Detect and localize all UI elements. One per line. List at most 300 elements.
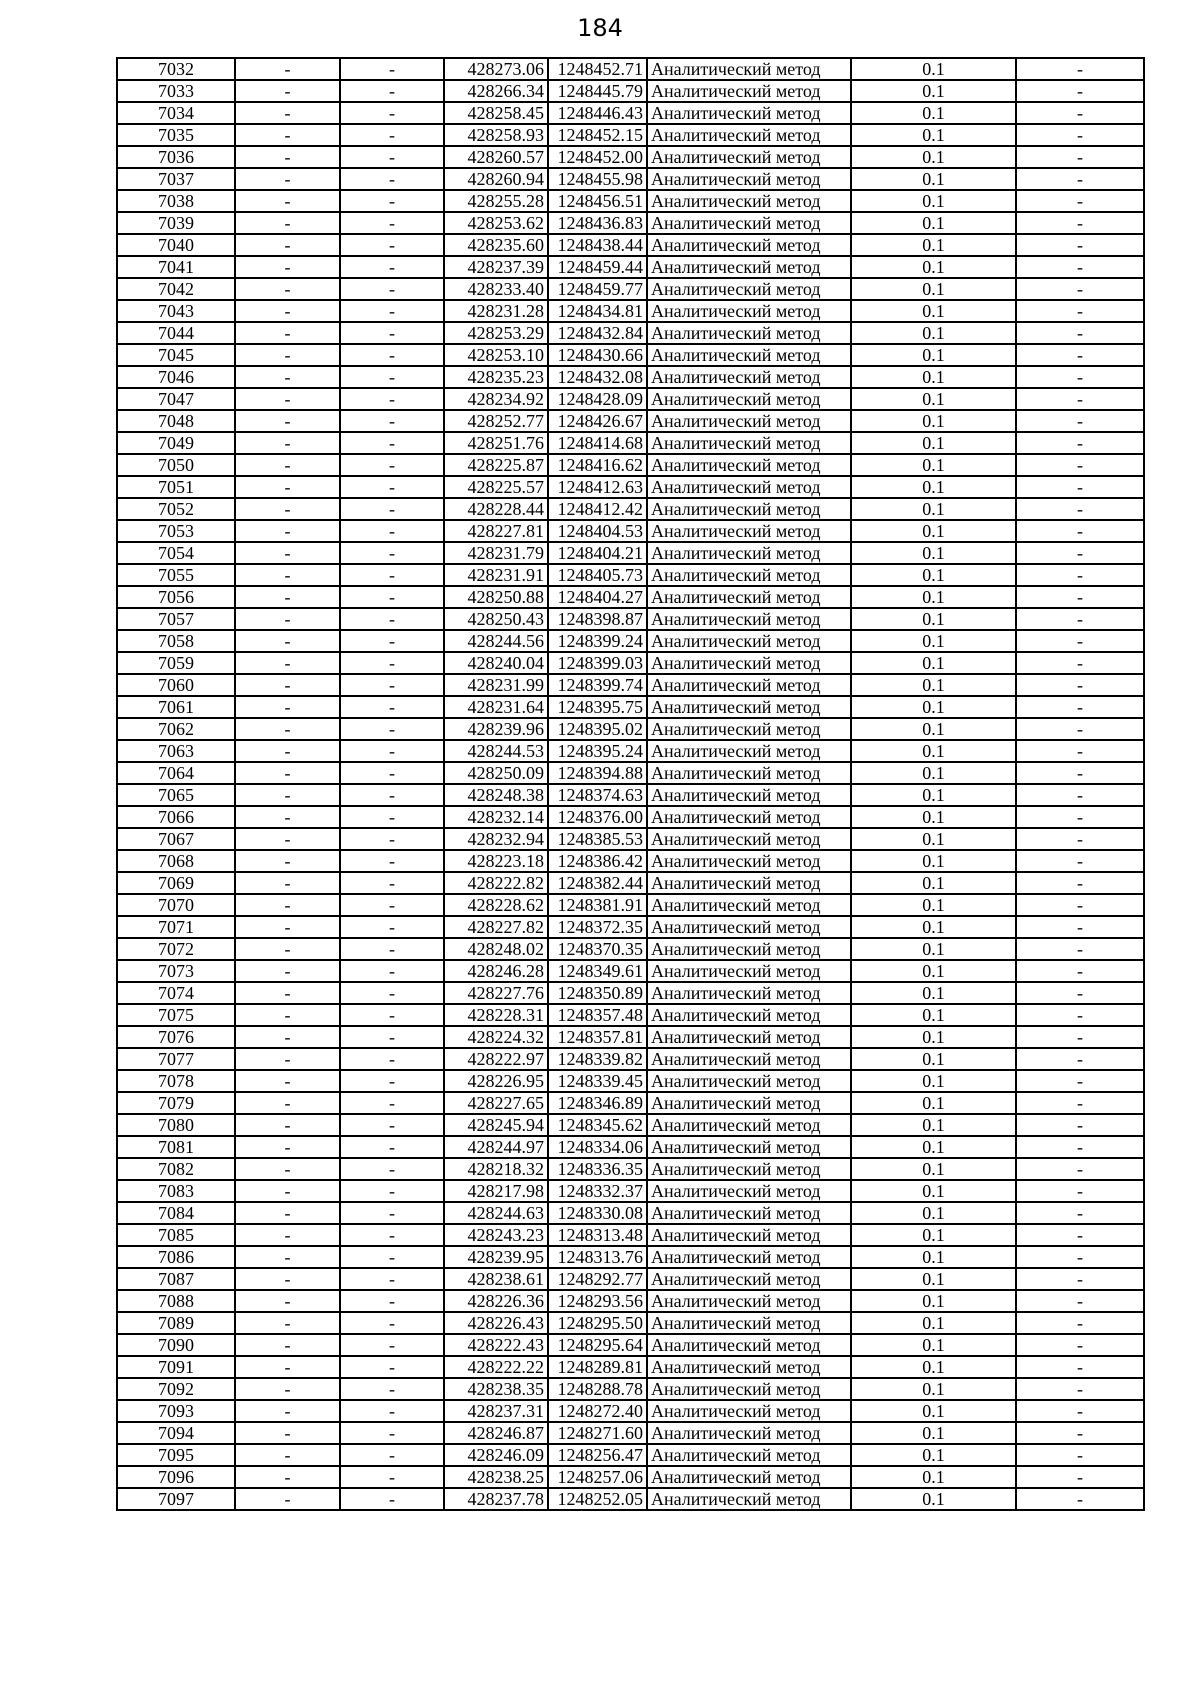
x-coordinate-cell: 428248.38 xyxy=(444,784,548,806)
table-row xyxy=(117,212,1144,234)
dash-cell: - xyxy=(340,674,444,696)
accuracy-cell: 0.1 xyxy=(851,1356,1016,1378)
accuracy-cell: 0.1 xyxy=(851,740,1016,762)
dash-cell: - xyxy=(1016,1246,1144,1268)
y-coordinate-cell: 1248438.44 xyxy=(548,234,647,256)
x-coordinate-cell: 428238.61 xyxy=(444,1268,548,1290)
accuracy-cell: 0.1 xyxy=(851,850,1016,872)
method-cell: Аналитический метод xyxy=(647,344,851,366)
dash-cell: - xyxy=(1016,366,1144,388)
dash-cell: - xyxy=(1016,1136,1144,1158)
accuracy-cell: 0.1 xyxy=(851,410,1016,432)
table-body xyxy=(117,58,1144,1510)
accuracy-cell: 0.1 xyxy=(851,586,1016,608)
dash-cell: - xyxy=(235,608,340,630)
point-number-cell: 7094 xyxy=(117,1422,235,1444)
x-coordinate-cell: 428222.22 xyxy=(444,1356,548,1378)
table-row xyxy=(117,1356,1144,1378)
y-coordinate-cell: 1248459.44 xyxy=(548,256,647,278)
x-coordinate-cell: 428273.06 xyxy=(444,58,548,80)
dash-cell: - xyxy=(235,366,340,388)
accuracy-cell: 0.1 xyxy=(851,256,1016,278)
accuracy-cell: 0.1 xyxy=(851,1444,1016,1466)
accuracy-cell: 0.1 xyxy=(851,1488,1016,1510)
point-number-cell: 7033 xyxy=(117,80,235,102)
table-row xyxy=(117,828,1144,850)
x-coordinate-cell: 428244.53 xyxy=(444,740,548,762)
y-coordinate-cell: 1248412.63 xyxy=(548,476,647,498)
method-cell: Аналитический метод xyxy=(647,652,851,674)
dash-cell: - xyxy=(1016,564,1144,586)
point-number-cell: 7078 xyxy=(117,1070,235,1092)
dash-cell: - xyxy=(235,1422,340,1444)
y-coordinate-cell: 1248399.03 xyxy=(548,652,647,674)
dash-cell: - xyxy=(235,586,340,608)
dash-cell: - xyxy=(235,740,340,762)
y-coordinate-cell: 1248436.83 xyxy=(548,212,647,234)
accuracy-cell: 0.1 xyxy=(851,1180,1016,1202)
method-cell: Аналитический метод xyxy=(647,1004,851,1026)
x-coordinate-cell: 428234.92 xyxy=(444,388,548,410)
method-cell: Аналитический метод xyxy=(647,102,851,124)
dash-cell: - xyxy=(235,1400,340,1422)
dash-cell: - xyxy=(235,718,340,740)
table-row xyxy=(117,498,1144,520)
method-cell: Аналитический метод xyxy=(647,498,851,520)
y-coordinate-cell: 1248386.42 xyxy=(548,850,647,872)
dash-cell: - xyxy=(1016,1312,1144,1334)
point-number-cell: 7063 xyxy=(117,740,235,762)
x-coordinate-cell: 428253.29 xyxy=(444,322,548,344)
dash-cell: - xyxy=(1016,850,1144,872)
point-number-cell: 7041 xyxy=(117,256,235,278)
dash-cell: - xyxy=(235,102,340,124)
point-number-cell: 7053 xyxy=(117,520,235,542)
method-cell: Аналитический метод xyxy=(647,608,851,630)
table-row xyxy=(117,542,1144,564)
point-number-cell: 7079 xyxy=(117,1092,235,1114)
accuracy-cell: 0.1 xyxy=(851,1026,1016,1048)
x-coordinate-cell: 428246.87 xyxy=(444,1422,548,1444)
x-coordinate-cell: 428239.95 xyxy=(444,1246,548,1268)
accuracy-cell: 0.1 xyxy=(851,1400,1016,1422)
x-coordinate-cell: 428227.82 xyxy=(444,916,548,938)
dash-cell: - xyxy=(235,300,340,322)
dash-cell: - xyxy=(235,894,340,916)
point-number-cell: 7048 xyxy=(117,410,235,432)
dash-cell: - xyxy=(1016,542,1144,564)
dash-cell: - xyxy=(235,1004,340,1026)
dash-cell: - xyxy=(1016,916,1144,938)
point-number-cell: 7042 xyxy=(117,278,235,300)
x-coordinate-cell: 428232.94 xyxy=(444,828,548,850)
dash-cell: - xyxy=(235,652,340,674)
dash-cell: - xyxy=(340,938,444,960)
method-cell: Аналитический метод xyxy=(647,1070,851,1092)
y-coordinate-cell: 1248404.27 xyxy=(548,586,647,608)
y-coordinate-cell: 1248346.89 xyxy=(548,1092,647,1114)
method-cell: Аналитический метод xyxy=(647,1488,851,1510)
point-number-cell: 7080 xyxy=(117,1114,235,1136)
accuracy-cell: 0.1 xyxy=(851,1378,1016,1400)
dash-cell: - xyxy=(1016,1004,1144,1026)
dash-cell: - xyxy=(340,1268,444,1290)
point-number-cell: 7035 xyxy=(117,124,235,146)
y-coordinate-cell: 1248446.43 xyxy=(548,102,647,124)
point-number-cell: 7077 xyxy=(117,1048,235,1070)
accuracy-cell: 0.1 xyxy=(851,432,1016,454)
x-coordinate-cell: 428223.18 xyxy=(444,850,548,872)
y-coordinate-cell: 1248452.00 xyxy=(548,146,647,168)
accuracy-cell: 0.1 xyxy=(851,652,1016,674)
x-coordinate-cell: 428246.09 xyxy=(444,1444,548,1466)
dash-cell: - xyxy=(1016,740,1144,762)
table-row xyxy=(117,190,1144,212)
table-row xyxy=(117,652,1144,674)
dash-cell: - xyxy=(1016,938,1144,960)
x-coordinate-cell: 428226.36 xyxy=(444,1290,548,1312)
y-coordinate-cell: 1248295.64 xyxy=(548,1334,647,1356)
method-cell: Аналитический метод xyxy=(647,916,851,938)
accuracy-cell: 0.1 xyxy=(851,1466,1016,1488)
y-coordinate-cell: 1248374.63 xyxy=(548,784,647,806)
x-coordinate-cell: 428258.93 xyxy=(444,124,548,146)
table-row xyxy=(117,454,1144,476)
y-coordinate-cell: 1248399.24 xyxy=(548,630,647,652)
x-coordinate-cell: 428231.99 xyxy=(444,674,548,696)
accuracy-cell: 0.1 xyxy=(851,366,1016,388)
point-number-cell: 7086 xyxy=(117,1246,235,1268)
dash-cell: - xyxy=(235,1202,340,1224)
x-coordinate-cell: 428248.02 xyxy=(444,938,548,960)
point-number-cell: 7083 xyxy=(117,1180,235,1202)
dash-cell: - xyxy=(1016,1290,1144,1312)
y-coordinate-cell: 1248385.53 xyxy=(548,828,647,850)
method-cell: Аналитический метод xyxy=(647,366,851,388)
accuracy-cell: 0.1 xyxy=(851,1070,1016,1092)
dash-cell: - xyxy=(235,806,340,828)
dash-cell: - xyxy=(1016,1070,1144,1092)
page-number: 184 xyxy=(577,14,623,42)
dash-cell: - xyxy=(235,1092,340,1114)
table-row xyxy=(117,1312,1144,1334)
y-coordinate-cell: 1248334.06 xyxy=(548,1136,647,1158)
table-row xyxy=(117,1334,1144,1356)
table-row xyxy=(117,102,1144,124)
dash-cell: - xyxy=(235,1444,340,1466)
dash-cell: - xyxy=(340,982,444,1004)
dash-cell: - xyxy=(340,784,444,806)
method-cell: Аналитический метод xyxy=(647,190,851,212)
x-coordinate-cell: 428225.87 xyxy=(444,454,548,476)
dash-cell: - xyxy=(340,432,444,454)
y-coordinate-cell: 1248271.60 xyxy=(548,1422,647,1444)
table-row xyxy=(117,982,1144,1004)
table-row xyxy=(117,1048,1144,1070)
accuracy-cell: 0.1 xyxy=(851,630,1016,652)
accuracy-cell: 0.1 xyxy=(851,212,1016,234)
method-cell: Аналитический метод xyxy=(647,630,851,652)
method-cell: Аналитический метод xyxy=(647,256,851,278)
x-coordinate-cell: 428255.28 xyxy=(444,190,548,212)
y-coordinate-cell: 1248395.24 xyxy=(548,740,647,762)
accuracy-cell: 0.1 xyxy=(851,322,1016,344)
method-cell: Аналитический метод xyxy=(647,674,851,696)
dash-cell: - xyxy=(235,674,340,696)
dash-cell: - xyxy=(340,608,444,630)
accuracy-cell: 0.1 xyxy=(851,608,1016,630)
y-coordinate-cell: 1248382.44 xyxy=(548,872,647,894)
dash-cell: - xyxy=(340,630,444,652)
dash-cell: - xyxy=(1016,124,1144,146)
accuracy-cell: 0.1 xyxy=(851,1202,1016,1224)
dash-cell: - xyxy=(1016,322,1144,344)
point-number-cell: 7044 xyxy=(117,322,235,344)
dash-cell: - xyxy=(235,938,340,960)
table-row xyxy=(117,1290,1144,1312)
dash-cell: - xyxy=(340,366,444,388)
y-coordinate-cell: 1248372.35 xyxy=(548,916,647,938)
accuracy-cell: 0.1 xyxy=(851,872,1016,894)
dash-cell: - xyxy=(235,564,340,586)
table-row xyxy=(117,806,1144,828)
point-number-cell: 7076 xyxy=(117,1026,235,1048)
method-cell: Аналитический метод xyxy=(647,784,851,806)
dash-cell: - xyxy=(1016,58,1144,80)
dash-cell: - xyxy=(1016,1180,1144,1202)
dash-cell: - xyxy=(1016,1158,1144,1180)
table-row xyxy=(117,1070,1144,1092)
point-number-cell: 7058 xyxy=(117,630,235,652)
dash-cell: - xyxy=(1016,256,1144,278)
method-cell: Аналитический метод xyxy=(647,1158,851,1180)
table-row xyxy=(117,938,1144,960)
table-row xyxy=(117,1488,1144,1510)
dash-cell: - xyxy=(340,718,444,740)
dash-cell: - xyxy=(340,190,444,212)
x-coordinate-cell: 428232.14 xyxy=(444,806,548,828)
method-cell: Аналитический метод xyxy=(647,1026,851,1048)
dash-cell: - xyxy=(1016,828,1144,850)
accuracy-cell: 0.1 xyxy=(851,762,1016,784)
table-row xyxy=(117,586,1144,608)
dash-cell: - xyxy=(235,498,340,520)
accuracy-cell: 0.1 xyxy=(851,1422,1016,1444)
table-row xyxy=(117,630,1144,652)
point-number-cell: 7051 xyxy=(117,476,235,498)
dash-cell: - xyxy=(235,58,340,80)
dash-cell: - xyxy=(1016,476,1144,498)
y-coordinate-cell: 1248289.81 xyxy=(548,1356,647,1378)
dash-cell: - xyxy=(235,982,340,1004)
dash-cell: - xyxy=(235,1488,340,1510)
table-row xyxy=(117,608,1144,630)
accuracy-cell: 0.1 xyxy=(851,828,1016,850)
dash-cell: - xyxy=(235,410,340,432)
table-row xyxy=(117,300,1144,322)
dash-cell: - xyxy=(340,234,444,256)
y-coordinate-cell: 1248414.68 xyxy=(548,432,647,454)
accuracy-cell: 0.1 xyxy=(851,58,1016,80)
dash-cell: - xyxy=(235,960,340,982)
method-cell: Аналитический метод xyxy=(647,850,851,872)
table-row xyxy=(117,1026,1144,1048)
table-row xyxy=(117,234,1144,256)
y-coordinate-cell: 1248426.67 xyxy=(548,410,647,432)
accuracy-cell: 0.1 xyxy=(851,190,1016,212)
point-number-cell: 7045 xyxy=(117,344,235,366)
accuracy-cell: 0.1 xyxy=(851,784,1016,806)
table-row xyxy=(117,784,1144,806)
dash-cell: - xyxy=(1016,1026,1144,1048)
table-row xyxy=(117,872,1144,894)
dash-cell: - xyxy=(235,1246,340,1268)
table-row xyxy=(117,1180,1144,1202)
dash-cell: - xyxy=(235,520,340,542)
method-cell: Аналитический метод xyxy=(647,520,851,542)
point-number-cell: 7093 xyxy=(117,1400,235,1422)
dash-cell: - xyxy=(340,1224,444,1246)
dash-cell: - xyxy=(1016,520,1144,542)
accuracy-cell: 0.1 xyxy=(851,982,1016,1004)
table-row xyxy=(117,960,1144,982)
dash-cell: - xyxy=(1016,1202,1144,1224)
point-number-cell: 7071 xyxy=(117,916,235,938)
x-coordinate-cell: 428226.43 xyxy=(444,1312,548,1334)
method-cell: Аналитический метод xyxy=(647,300,851,322)
accuracy-cell: 0.1 xyxy=(851,146,1016,168)
x-coordinate-cell: 428266.34 xyxy=(444,80,548,102)
y-coordinate-cell: 1248452.15 xyxy=(548,124,647,146)
table-row xyxy=(117,696,1144,718)
point-number-cell: 7073 xyxy=(117,960,235,982)
x-coordinate-cell: 428238.35 xyxy=(444,1378,548,1400)
x-coordinate-cell: 428226.95 xyxy=(444,1070,548,1092)
table-row xyxy=(117,168,1144,190)
dash-cell: - xyxy=(340,124,444,146)
table-row xyxy=(117,1466,1144,1488)
dash-cell: - xyxy=(340,212,444,234)
point-number-cell: 7036 xyxy=(117,146,235,168)
x-coordinate-cell: 428222.97 xyxy=(444,1048,548,1070)
y-coordinate-cell: 1248350.89 xyxy=(548,982,647,1004)
x-coordinate-cell: 428228.62 xyxy=(444,894,548,916)
method-cell: Аналитический метод xyxy=(647,454,851,476)
dash-cell: - xyxy=(340,586,444,608)
accuracy-cell: 0.1 xyxy=(851,1246,1016,1268)
point-number-cell: 7037 xyxy=(117,168,235,190)
y-coordinate-cell: 1248252.05 xyxy=(548,1488,647,1510)
point-number-cell: 7052 xyxy=(117,498,235,520)
method-cell: Аналитический метод xyxy=(647,388,851,410)
y-coordinate-cell: 1248381.91 xyxy=(548,894,647,916)
x-coordinate-cell: 428217.98 xyxy=(444,1180,548,1202)
method-cell: Аналитический метод xyxy=(647,586,851,608)
accuracy-cell: 0.1 xyxy=(851,1312,1016,1334)
dash-cell: - xyxy=(340,916,444,938)
method-cell: Аналитический метод xyxy=(647,124,851,146)
dash-cell: - xyxy=(235,344,340,366)
x-coordinate-cell: 428225.57 xyxy=(444,476,548,498)
dash-cell: - xyxy=(235,872,340,894)
point-number-cell: 7074 xyxy=(117,982,235,1004)
table-row xyxy=(117,520,1144,542)
accuracy-cell: 0.1 xyxy=(851,476,1016,498)
x-coordinate-cell: 428237.31 xyxy=(444,1400,548,1422)
table-row xyxy=(117,916,1144,938)
dash-cell: - xyxy=(235,1290,340,1312)
table-row xyxy=(117,1114,1144,1136)
method-cell: Аналитический метод xyxy=(647,894,851,916)
dash-cell: - xyxy=(235,1136,340,1158)
method-cell: Аналитический метод xyxy=(647,828,851,850)
dash-cell: - xyxy=(340,300,444,322)
method-cell: Аналитический метод xyxy=(647,960,851,982)
accuracy-cell: 0.1 xyxy=(851,102,1016,124)
dash-cell: - xyxy=(1016,1048,1144,1070)
dash-cell: - xyxy=(1016,1444,1144,1466)
dash-cell: - xyxy=(1016,586,1144,608)
dash-cell: - xyxy=(340,344,444,366)
y-coordinate-cell: 1248404.21 xyxy=(548,542,647,564)
method-cell: Аналитический метод xyxy=(647,1312,851,1334)
dash-cell: - xyxy=(340,168,444,190)
accuracy-cell: 0.1 xyxy=(851,300,1016,322)
accuracy-cell: 0.1 xyxy=(851,344,1016,366)
dash-cell: - xyxy=(1016,1466,1144,1488)
accuracy-cell: 0.1 xyxy=(851,124,1016,146)
dash-cell: - xyxy=(235,80,340,102)
x-coordinate-cell: 428252.77 xyxy=(444,410,548,432)
dash-cell: - xyxy=(340,58,444,80)
point-number-cell: 7047 xyxy=(117,388,235,410)
dash-cell: - xyxy=(1016,630,1144,652)
x-coordinate-cell: 428243.23 xyxy=(444,1224,548,1246)
dash-cell: - xyxy=(235,850,340,872)
table-row xyxy=(117,740,1144,762)
dash-cell: - xyxy=(340,740,444,762)
accuracy-cell: 0.1 xyxy=(851,520,1016,542)
dash-cell: - xyxy=(1016,1378,1144,1400)
table-row xyxy=(117,1378,1144,1400)
table-row xyxy=(117,344,1144,366)
accuracy-cell: 0.1 xyxy=(851,498,1016,520)
x-coordinate-cell: 428237.78 xyxy=(444,1488,548,1510)
accuracy-cell: 0.1 xyxy=(851,1158,1016,1180)
dash-cell: - xyxy=(235,168,340,190)
accuracy-cell: 0.1 xyxy=(851,542,1016,564)
point-number-cell: 7039 xyxy=(117,212,235,234)
point-number-cell: 7065 xyxy=(117,784,235,806)
dash-cell: - xyxy=(340,696,444,718)
point-number-cell: 7075 xyxy=(117,1004,235,1026)
x-coordinate-cell: 428228.44 xyxy=(444,498,548,520)
x-coordinate-cell: 428260.57 xyxy=(444,146,548,168)
y-coordinate-cell: 1248336.35 xyxy=(548,1158,647,1180)
y-coordinate-cell: 1248394.88 xyxy=(548,762,647,784)
y-coordinate-cell: 1248256.47 xyxy=(548,1444,647,1466)
dash-cell: - xyxy=(340,1444,444,1466)
dash-cell: - xyxy=(340,1202,444,1224)
y-coordinate-cell: 1248357.48 xyxy=(548,1004,647,1026)
y-coordinate-cell: 1248376.00 xyxy=(548,806,647,828)
dash-cell: - xyxy=(1016,234,1144,256)
method-cell: Аналитический метод xyxy=(647,212,851,234)
method-cell: Аналитический метод xyxy=(647,806,851,828)
point-number-cell: 7081 xyxy=(117,1136,235,1158)
point-number-cell: 7038 xyxy=(117,190,235,212)
dash-cell: - xyxy=(235,1356,340,1378)
